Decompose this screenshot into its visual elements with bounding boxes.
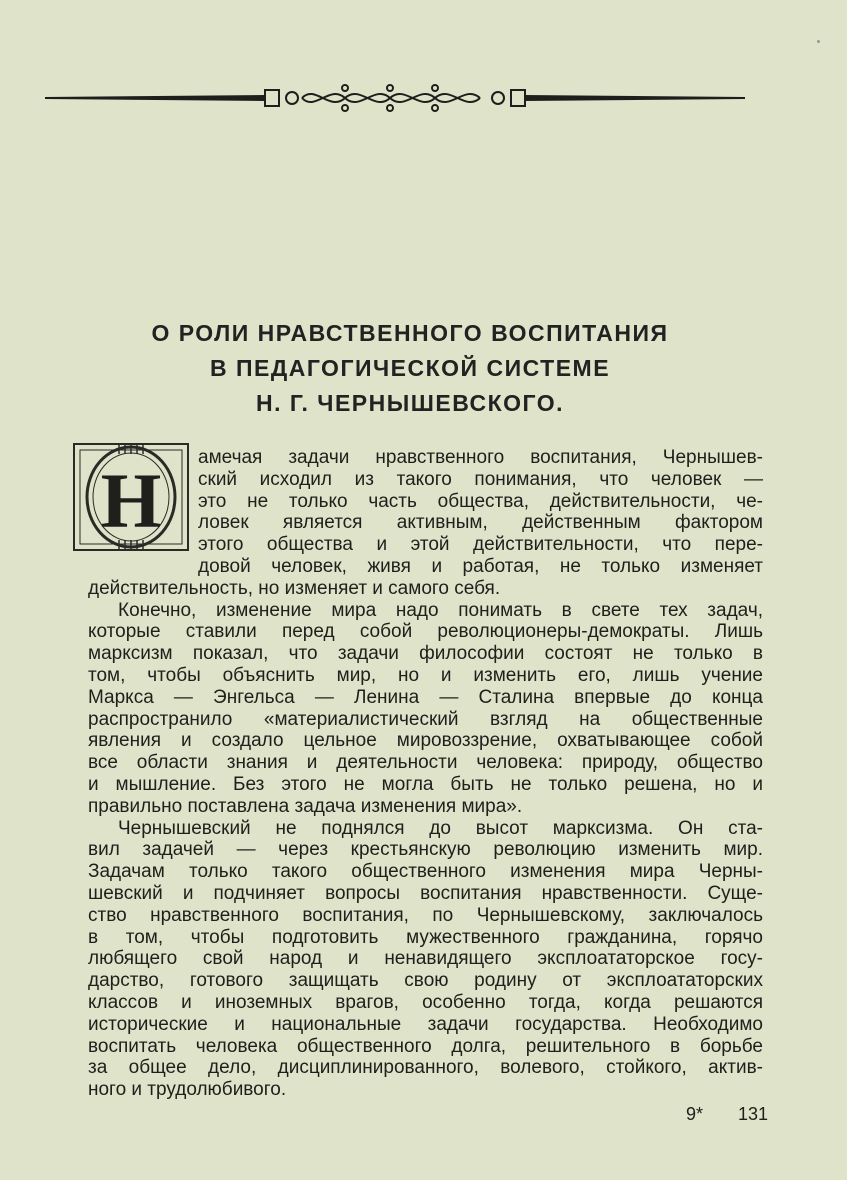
paragraph (88, 447, 763, 600)
text-line: ного и трудолюбивого. (88, 1079, 287, 1101)
text-line: марксизм показал, что задачи философии состоят не только в (88, 643, 763, 665)
text-line: воспитать человека общественного долга, решительного в борьбе (88, 1035, 763, 1057)
text-line: Задачам только такого общественного изменения мира Черны- (88, 861, 763, 883)
text-line: в том, чтобы подготовить мужественного гражданина, горячо (88, 926, 763, 948)
paragraph (88, 600, 763, 818)
text-line: ский исходил из такого понимания, что человек — (198, 468, 763, 490)
title-line: О РОЛИ НРАВСТВЕННОГО ВОСПИТАНИЯ (151, 320, 669, 346)
text-line: ство нравственного воспитания, по Чернышевскому, заключалось (88, 904, 763, 926)
drop-cap-letter: Н (100, 457, 162, 544)
text-line: Конечно, изменение мира надо понимать в свете тех задач, (118, 599, 763, 621)
scan-speck (817, 40, 820, 43)
text-line: действительность, но изменяет и самого себя. (88, 577, 501, 599)
text-line: за общее дело, дисциплинированного, волевого, стойкого, актив- (88, 1057, 763, 1079)
text-line: все области знания и деятельности человека: природу, общество (88, 752, 763, 774)
text-line: которые ставили перед собой революционеры-демократы. Лишь (88, 621, 763, 643)
text-line: классов и иноземных врагов, особенно тогда, когда решаются (88, 991, 763, 1013)
text-line: дарство, готового защищать свою родину от эксплоататорских (88, 970, 763, 992)
text-line: шевский и подчиняет вопросы воспитания нравственности. Суще- (88, 882, 763, 904)
text-line: ловек является активным, действенным фактором (198, 512, 763, 534)
text-line: распространило «материалистический взгляд на общественные (88, 708, 763, 730)
text-line: Маркса — Энгельса — Ленина — Сталина впервые до конца (88, 686, 763, 708)
text-line: Чернышевский не поднялся до высот марксизма. Он ста- (118, 817, 763, 839)
title-line: Н. Г. ЧЕРНЫШЕВСКОГО. (255, 390, 565, 416)
header-ornament (40, 80, 750, 116)
text-line: исторические и национальные задачи государства. Необходимо (88, 1013, 763, 1035)
text-line: том, чтобы объяснить мир, но и изменить его, лишь учение (88, 664, 763, 686)
title-line: В ПЕДАГОГИЧЕСКОЙ СИСТЕМЕ (209, 355, 611, 381)
text-line: амечая задачи нравственного воспитания, Чернышев- (198, 447, 763, 468)
page-number: 131 (738, 1104, 769, 1124)
text-line: этого общества и этой действительности, что пере- (198, 534, 763, 556)
text-line: и мышление. Без этого не могла быть не только решена, но и (88, 773, 763, 795)
article-body (88, 447, 763, 1101)
signature-mark: 9* (686, 1104, 704, 1124)
paragraph (88, 818, 763, 1101)
text-line: довой человек, живя и работая, не только изменяет (198, 555, 763, 577)
text-line: явления и создало цельное мировоззрение, охватывающее собой (88, 730, 763, 752)
text-line: это не только часть общества, действительности, че- (198, 490, 763, 512)
text-line: правильно поставлена задача изменения мира». (88, 795, 523, 817)
text-line: любящего свой народ и ненавидящего эксплоататорское госу- (88, 948, 763, 970)
text-line: вил задачей — через крестьянскую революцию изменить мир. (88, 839, 763, 861)
